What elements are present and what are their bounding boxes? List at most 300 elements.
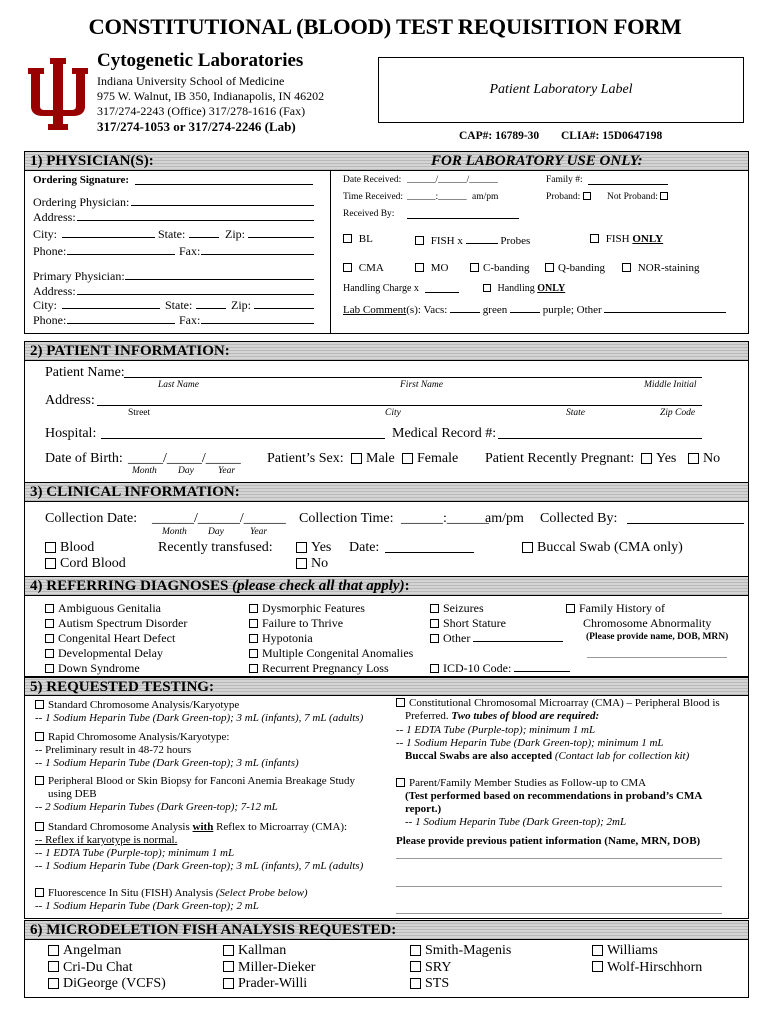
cma-tube-edta: -- 1 EDTA Tube (Purple-top); minimum 1 mL xyxy=(396,724,596,736)
ordering-fax-field[interactable] xyxy=(201,244,314,255)
clia-number: CLIA#: 15D0647198 xyxy=(561,130,663,142)
probe-label: Cri-Du Chat xyxy=(63,959,133,975)
lab-name: Cytogenetic Laboratories xyxy=(97,50,304,71)
probe-label: Smith-Magenis xyxy=(425,943,512,958)
section-header-microdeletion xyxy=(24,920,749,940)
lab-use-header-text: FOR LABORATORY USE ONLY: xyxy=(431,153,643,169)
fish-x-checkbox[interactable] xyxy=(415,236,424,245)
diagnosis-label: Hypotonia xyxy=(262,631,313,645)
medical-record-label: Medical Record #: xyxy=(392,426,497,441)
form-title: CONSTITUTIONAL (BLOOD) TEST REQUISITION FORM xyxy=(88,14,682,39)
primary-fax-label: Fax: xyxy=(179,313,201,327)
ordering-zip-field[interactable] xyxy=(248,227,314,238)
diagnoses-header-text: 4) REFERRING DIAGNOSES xyxy=(30,578,229,594)
received-by-label: Received By: xyxy=(343,209,395,219)
rapid-preliminary-note: -- Preliminary result in 48-72 hours xyxy=(35,744,192,756)
q-banding-option[interactable] xyxy=(545,262,605,274)
reflex-microarray-checkbox[interactable] xyxy=(35,822,44,831)
buccal-swab-label: Buccal Swab (CMA only) xyxy=(537,540,683,555)
dob-label: Date of Birth: xyxy=(45,451,123,466)
city-caption: City xyxy=(385,408,401,418)
std-karyotype-checkbox[interactable] xyxy=(35,700,44,709)
probe-option[interactable] xyxy=(48,943,166,960)
primary-zip-label: Zip: xyxy=(231,298,251,312)
diagnoses-column-2 xyxy=(249,601,413,676)
probe-checkbox[interactable] xyxy=(592,945,603,956)
lab-comment-label: Lab Comment xyxy=(343,304,407,316)
std-karyotype-label: Standard Chromosome Analysis/Karyotype xyxy=(48,699,240,711)
q-banding-label: Q-banding xyxy=(558,262,606,274)
fish-analysis-label: Fluorescence In Situ (FISH) Analysis xyxy=(48,887,213,899)
provide-info-note: (Please provide name, DOB, MRN) xyxy=(586,632,729,642)
handling-charge-field[interactable] xyxy=(425,283,459,293)
female-checkbox[interactable] xyxy=(402,453,413,464)
blood-checkbox[interactable] xyxy=(45,542,56,553)
date-received-field[interactable]: ______/______/______ xyxy=(407,175,498,185)
chromosome-abnormality-label: Chromosome Abnormality xyxy=(583,616,712,630)
fish-x-option[interactable] xyxy=(415,233,530,247)
patient-label-box[interactable] xyxy=(378,57,744,123)
patient-address-label: Address: xyxy=(45,393,95,408)
collection-year-caption: Year xyxy=(250,527,268,537)
pregnant-yes-label: Yes xyxy=(656,451,677,466)
lab-use-divider xyxy=(330,170,331,334)
vacs-label: (s): Vacs: xyxy=(406,304,448,316)
diagnoses-header-note: (please check all that apply) xyxy=(232,578,405,594)
patient-sex-label: Patient’s Sex: xyxy=(267,451,344,466)
rapid-karyotype-checkbox[interactable] xyxy=(35,732,44,741)
diagnosis-checkbox[interactable] xyxy=(249,664,258,673)
q-banding-checkbox[interactable] xyxy=(545,263,554,272)
diagnosis-checkbox[interactable] xyxy=(430,634,439,643)
diagnosis-label: Developmental Delay xyxy=(58,646,163,660)
probes-label: Probes xyxy=(500,235,531,247)
female-option[interactable] xyxy=(402,451,458,467)
icd-code-checkbox[interactable] xyxy=(430,664,439,673)
hospital-label: Hospital: xyxy=(45,426,97,441)
ordering-signature-field[interactable] xyxy=(135,174,313,185)
rapid-karyotype-option[interactable] xyxy=(35,731,229,743)
diagnosis-label: Multiple Congenital Anomalies xyxy=(262,646,414,660)
cma-test-option[interactable] xyxy=(396,697,720,709)
buccal-contact: (Contact lab for collection kit) xyxy=(554,750,690,762)
clinical-header-text: 3) CLINICAL INFORMATION: xyxy=(30,484,240,500)
blood-label: Blood xyxy=(60,540,95,555)
microdeletion-column-1 xyxy=(48,943,166,993)
diagnosis-option[interactable] xyxy=(249,631,413,646)
transfused-yes-label: Yes xyxy=(311,540,332,555)
buccal-swab-checkbox[interactable] xyxy=(522,542,533,553)
diagnosis-checkbox[interactable] xyxy=(249,619,258,628)
bl-option[interactable] xyxy=(343,233,373,245)
microdeletion-header-text: 6) MICRODELETION FISH ANALYSIS REQUESTED: xyxy=(30,922,397,938)
diagnosis-option[interactable] xyxy=(45,661,187,676)
dob-month-caption: Month xyxy=(132,466,157,476)
diagnosis-checkbox[interactable] xyxy=(45,619,54,628)
probe-checkbox[interactable] xyxy=(410,961,421,972)
buccal-accepted-note xyxy=(405,750,689,762)
diagnosis-label: Down Syndrome xyxy=(58,661,140,675)
primary-fax-field[interactable] xyxy=(201,313,314,324)
cma-test-checkbox[interactable] xyxy=(396,698,405,707)
previous-info-line-1[interactable] xyxy=(396,858,722,859)
ordering-phone-field[interactable] xyxy=(67,244,175,255)
reflex-microarray-option[interactable] xyxy=(35,821,347,833)
transfusion-date-field[interactable] xyxy=(385,540,474,553)
probe-label: Prader-Willi xyxy=(238,976,308,991)
fish-only-option[interactable] xyxy=(590,233,663,245)
fish-analysis-checkbox[interactable] xyxy=(35,888,44,897)
std-karyotype-option[interactable] xyxy=(35,699,239,711)
probe-label: SRY xyxy=(425,959,452,975)
diagnosis-option[interactable] xyxy=(430,616,570,631)
probe-option[interactable] xyxy=(223,976,315,993)
patient-header-text: 2) PATIENT INFORMATION: xyxy=(30,343,230,359)
probe-option[interactable] xyxy=(410,943,511,960)
cma-test-label: Constitutional Chromosomal Microarray (CMA) – Peripheral Blood is xyxy=(409,697,720,709)
probe-checkbox[interactable] xyxy=(410,945,421,956)
cap-number: CAP#: 16789-30 xyxy=(459,130,540,142)
previous-info-line-2[interactable] xyxy=(396,886,722,887)
time-received-field[interactable]: ______:______ xyxy=(407,192,467,202)
fanconi-tube: -- 2 Sodium Heparin Tubes (Dark Green-top); 7-12 mL xyxy=(35,801,278,813)
cma-preferred: Preferred. xyxy=(405,710,449,722)
fanconi-option[interactable] xyxy=(35,775,355,787)
diagnosis-label: Other xyxy=(443,631,471,645)
fanconi-checkbox[interactable] xyxy=(35,776,44,785)
diagnosis-option[interactable] xyxy=(249,616,413,631)
diagnosis-label: Failure to Thrive xyxy=(262,616,344,630)
cma-two-tubes: Two tubes of blood are required: xyxy=(451,710,600,722)
primary-physician-field[interactable] xyxy=(125,269,314,280)
probe-checkbox[interactable] xyxy=(223,961,234,972)
collection-time-ampm: am/pm xyxy=(485,511,524,526)
pregnant-no-option[interactable] xyxy=(688,451,720,467)
bl-checkbox[interactable] xyxy=(343,234,352,243)
diagnosis-option[interactable] xyxy=(430,601,570,616)
female-label: Female xyxy=(417,451,459,466)
first-name-caption: First Name xyxy=(400,380,444,390)
mo-checkbox[interactable] xyxy=(415,263,424,272)
std-karyotype-tube: -- 1 Sodium Heparin Tube (Dark Green-top); 3 mL (infants), 7 mL (adults) xyxy=(35,712,364,724)
collection-date-field[interactable]: ______/______/______ xyxy=(152,511,286,526)
pregnant-no-checkbox[interactable] xyxy=(688,453,699,464)
handling-charge-label: Handling Charge x xyxy=(343,283,419,294)
physician-header-text: 1) PHYSICIAN(S): xyxy=(30,153,154,169)
testing-header-text: 5) REQUESTED TESTING: xyxy=(30,679,214,695)
street-caption: Street xyxy=(128,408,151,418)
diagnosis-checkbox[interactable] xyxy=(45,664,54,673)
not-proband-label: Not Proband: xyxy=(607,192,658,202)
family-history-details-line[interactable] xyxy=(587,657,727,658)
collected-by-field[interactable] xyxy=(627,511,744,524)
family-number-label: Family #: xyxy=(546,175,583,185)
green-label: green xyxy=(482,304,508,316)
diagnosis-checkbox[interactable] xyxy=(430,619,439,628)
dob-year-caption: Year xyxy=(218,466,236,476)
patient-address-field[interactable] xyxy=(97,393,702,406)
handling-only-checkbox[interactable] xyxy=(483,284,491,292)
primary-city-label: City: xyxy=(33,298,58,312)
ordering-physician-label: Ordering Physician: xyxy=(33,195,130,209)
rapid-karyotype-label: Rapid Chromosome Analysis/Karyotype: xyxy=(48,731,230,743)
probe-label: Wolf-Hirschhorn xyxy=(607,959,703,975)
purple-other-label: purple; Other xyxy=(542,304,602,316)
handling-only-option[interactable] xyxy=(483,283,565,294)
lab-phone: 317/274-1053 or 317/274-2246 (Lab) xyxy=(97,119,296,134)
pregnant-yes-checkbox[interactable] xyxy=(641,453,652,464)
probe-option[interactable] xyxy=(223,960,315,977)
primary-phone-field[interactable] xyxy=(67,313,175,324)
ordering-address-field[interactable] xyxy=(77,210,314,221)
diagnosis-label: Autism Spectrum Disorder xyxy=(58,616,188,630)
collection-date-label: Collection Date: xyxy=(45,511,138,526)
other-diagnosis-field[interactable] xyxy=(473,631,563,642)
diagnosis-checkbox[interactable] xyxy=(430,604,439,613)
diagnosis-label: Short Stature xyxy=(443,616,506,630)
probe-checkbox[interactable] xyxy=(592,961,603,972)
probe-checkbox[interactable] xyxy=(48,945,59,956)
time-received-ampm: am/pm xyxy=(472,192,499,202)
transfused-no-option[interactable] xyxy=(296,556,328,572)
fish-analysis-note: (Select Probe below) xyxy=(215,887,308,899)
probe-label: STS xyxy=(425,976,450,991)
diagnosis-checkbox[interactable] xyxy=(249,604,258,613)
primary-state-field[interactable] xyxy=(196,298,226,309)
ordering-signature-label: Ordering Signature: xyxy=(33,174,130,186)
c-banding-option[interactable] xyxy=(470,262,529,274)
nor-staining-option[interactable] xyxy=(622,262,699,274)
microdeletion-column-2 xyxy=(223,943,315,993)
lab-address-line2: 975 W. Walnut, IB 350, Indianapolis, IN 46202 xyxy=(97,89,325,103)
diagnosis-option[interactable] xyxy=(45,646,187,661)
fish-only-checkbox[interactable] xyxy=(590,234,599,243)
primary-phone-label: Phone: xyxy=(33,313,67,327)
parent-studies-option[interactable] xyxy=(396,777,646,789)
primary-zip-field[interactable] xyxy=(254,298,314,309)
phone-label: Phone: xyxy=(33,244,67,258)
primary-city-field[interactable] xyxy=(62,298,160,309)
dob-field[interactable]: _____/_____/_____ xyxy=(128,451,241,466)
transfusion-date-label: Date: xyxy=(349,540,380,555)
nor-staining-checkbox[interactable] xyxy=(622,263,631,272)
cma-option[interactable] xyxy=(343,262,384,274)
diagnosis-checkbox[interactable] xyxy=(249,634,258,643)
section-header-clinical xyxy=(24,482,749,502)
bl-label: BL xyxy=(358,233,373,245)
probe-checkbox[interactable] xyxy=(48,961,59,972)
diagnosis-option[interactable] xyxy=(45,616,187,631)
patient-name-label: Patient Name: xyxy=(45,365,125,380)
diagnosis-option[interactable] xyxy=(249,661,413,676)
reflex-normal-note: -- Reflex if karyotype is normal. xyxy=(35,834,178,846)
male-label: Male xyxy=(366,451,395,466)
male-option[interactable] xyxy=(351,451,395,467)
probe-checkbox[interactable] xyxy=(410,978,421,989)
lab-comments-row xyxy=(343,302,726,316)
diagnosis-option[interactable] xyxy=(45,601,187,616)
diagnosis-checkbox[interactable] xyxy=(45,649,54,658)
previous-patient-info-note: Please provide previous patient information (Name, MRN, DOB) xyxy=(396,835,701,847)
handling-label: Handling xyxy=(497,283,535,294)
city-label: City: xyxy=(33,227,58,241)
collection-day-caption: Day xyxy=(208,527,224,537)
iu-trident-logo-icon xyxy=(28,58,88,130)
cord-blood-checkbox[interactable] xyxy=(45,558,56,569)
patient-label-text: Patient Laboratory Label xyxy=(489,82,633,97)
recently-pregnant-label: Patient Recently Pregnant: xyxy=(485,451,635,466)
reflex-label-b: Reflex to Microarray (CMA): xyxy=(216,821,348,833)
c-banding-label: C-banding xyxy=(483,262,530,274)
microdeletion-column-3 xyxy=(410,943,511,993)
state-caption: State xyxy=(566,408,585,418)
green-field[interactable] xyxy=(510,302,540,313)
middle-initial-caption: Middle Initial xyxy=(644,380,697,390)
icd-code-field[interactable] xyxy=(514,661,570,672)
hospital-field[interactable] xyxy=(101,426,385,439)
state-label: State: xyxy=(158,227,186,241)
fish-only-label: FISH xyxy=(605,233,630,245)
diagnosis-label: Congenital Heart Defect xyxy=(58,631,176,645)
lab-address-line1: Indiana University School of Medicine xyxy=(97,74,285,88)
transfused-no-label: No xyxy=(311,556,329,571)
nor-staining-label: NOR-staining xyxy=(637,262,700,274)
patient-name-field[interactable] xyxy=(124,365,702,378)
diagnosis-checkbox[interactable] xyxy=(45,604,54,613)
lab-office-phone: 317/274-2243 (Office) 317/278-1616 (Fax) xyxy=(97,104,306,118)
proband-option[interactable] xyxy=(546,192,595,202)
icd-code-label: ICD-10 Code: xyxy=(443,661,512,675)
diagnosis-option[interactable] xyxy=(249,601,413,616)
cord-blood-option[interactable] xyxy=(45,556,126,572)
probe-option[interactable] xyxy=(592,960,702,977)
probe-label: DiGeorge (VCFS) xyxy=(63,976,166,991)
reflex-label-a: Standard Chromosome Analysis xyxy=(48,821,190,833)
ordering-state-field[interactable] xyxy=(189,227,219,238)
family-history-option[interactable] xyxy=(566,601,665,616)
reflex-tube-edta: -- 1 EDTA Tube (Purple-top); minimum 1 mL xyxy=(35,847,235,859)
collection-month-caption: Month xyxy=(162,527,187,537)
primary-address-field[interactable] xyxy=(77,284,314,295)
probe-option[interactable] xyxy=(410,960,511,977)
reflex-tube-heparin: -- 1 Sodium Heparin Tube (Dark Green-top); 3 mL (infants), 7 mL (adults) xyxy=(35,860,364,872)
transfused-yes-checkbox[interactable] xyxy=(296,542,307,553)
buccal-accepted: Buccal Swabs are also accepted xyxy=(405,750,553,762)
parent-studies-tube: -- 1 Sodium Heparin Tube (Dark Green-top); 2mL xyxy=(405,816,627,828)
diagnosis-checkbox[interactable] xyxy=(45,634,54,643)
transfused-no-checkbox[interactable] xyxy=(296,558,307,569)
section-header-testing xyxy=(24,677,749,696)
probe-option[interactable] xyxy=(48,960,166,977)
proband-label: Proband: xyxy=(546,192,581,202)
proband-checkbox[interactable] xyxy=(583,192,591,200)
probe-checkbox[interactable] xyxy=(48,978,59,989)
probe-checkbox[interactable] xyxy=(223,978,234,989)
received-by-field[interactable] xyxy=(407,209,519,219)
probe-option[interactable] xyxy=(48,976,166,993)
parent-studies-note-cont: report.) xyxy=(405,803,442,815)
fish-only-emph: ONLY xyxy=(632,233,664,245)
probe-checkbox[interactable] xyxy=(223,945,234,956)
diagnosis-checkbox[interactable] xyxy=(249,649,258,658)
diagnosis-option[interactable] xyxy=(45,631,187,646)
parent-studies-checkbox[interactable] xyxy=(396,778,405,787)
family-history-checkbox[interactable] xyxy=(566,604,575,613)
collection-time-field[interactable]: ______:______ xyxy=(401,511,489,526)
cma-preferred-note xyxy=(405,710,599,722)
pregnant-yes-option[interactable] xyxy=(641,451,676,467)
last-name-caption: Last Name xyxy=(158,380,199,390)
male-checkbox[interactable] xyxy=(351,453,362,464)
transfused-yes-option[interactable] xyxy=(296,540,331,556)
diagnosis-label: Ambiguous Genitalia xyxy=(58,601,161,615)
buccal-swab-option[interactable] xyxy=(522,540,683,556)
diagnosis-label: Dysmorphic Features xyxy=(262,601,365,615)
probe-option[interactable] xyxy=(592,943,702,960)
cma-label: CMA xyxy=(358,262,384,274)
cma-tube-heparin: -- 1 Sodium Heparin Tube (Dark Green-top); minimum 1 mL xyxy=(396,737,664,749)
reflex-with: with xyxy=(192,821,214,833)
handling-only-emph: ONLY xyxy=(537,283,566,294)
cma-checkbox[interactable] xyxy=(343,263,352,272)
diagnoses-column-3 xyxy=(430,601,570,676)
ordering-physician-field[interactable] xyxy=(131,195,314,206)
parent-studies-note: (Test performed based on recommendations in proband’s CMA xyxy=(405,790,703,802)
medical-record-field[interactable] xyxy=(498,426,702,439)
primary-state-label: State: xyxy=(165,298,193,312)
icd-code-option[interactable] xyxy=(430,661,570,676)
parent-studies-label: Parent/Family Member Studies as Follow-up to CMA xyxy=(409,777,647,789)
fish-probe-count-field[interactable] xyxy=(466,233,498,244)
rapid-tube: -- 1 Sodium Heparin Tube (Dark Green-top); 3 mL (infants) xyxy=(35,757,299,769)
fish-analysis-tube: -- 1 Sodium Heparin Tube (Dark Green-top); 2 mL xyxy=(35,900,259,912)
section-header-physician xyxy=(24,151,749,171)
other-field[interactable] xyxy=(604,302,726,313)
diagnosis-label: Recurrent Pregnancy Loss xyxy=(262,661,389,675)
mo-label: MO xyxy=(430,262,449,274)
family-number-field[interactable] xyxy=(588,175,668,185)
zip-label: Zip: xyxy=(225,227,245,241)
diagnosis-option[interactable] xyxy=(430,631,570,646)
microdeletion-column-4 xyxy=(592,943,702,976)
previous-info-line-3[interactable] xyxy=(396,913,722,914)
diagnoses-header-colon: : xyxy=(404,578,410,594)
mo-option[interactable] xyxy=(415,262,448,274)
fanconi-label-cont: using DEB xyxy=(48,788,97,800)
probe-label: Kallman xyxy=(238,943,287,958)
time-received-label: Time Received: xyxy=(343,192,404,202)
probe-option[interactable] xyxy=(223,943,315,960)
primary-physician-label: Primary Physician: xyxy=(33,269,125,283)
primary-address-label: Address: xyxy=(33,284,76,298)
not-proband-checkbox[interactable] xyxy=(660,192,668,200)
recently-transfused-label: Recently transfused: xyxy=(158,540,273,555)
probe-label: Angelman xyxy=(63,943,122,958)
vacs-field[interactable] xyxy=(450,302,480,313)
c-banding-checkbox[interactable] xyxy=(470,263,479,272)
dob-day-caption: Day xyxy=(178,466,194,476)
collection-time-label: Collection Time: xyxy=(299,511,394,526)
diagnoses-column-1 xyxy=(45,601,187,676)
probe-option[interactable] xyxy=(410,976,511,993)
diagnosis-option[interactable] xyxy=(249,646,413,661)
fax-label: Fax: xyxy=(179,244,201,258)
fish-analysis-option[interactable] xyxy=(35,887,308,899)
section-header-patient xyxy=(24,341,749,361)
ordering-city-field[interactable] xyxy=(62,227,155,238)
not-proband-option[interactable] xyxy=(607,192,672,202)
blood-option[interactable] xyxy=(45,540,94,556)
